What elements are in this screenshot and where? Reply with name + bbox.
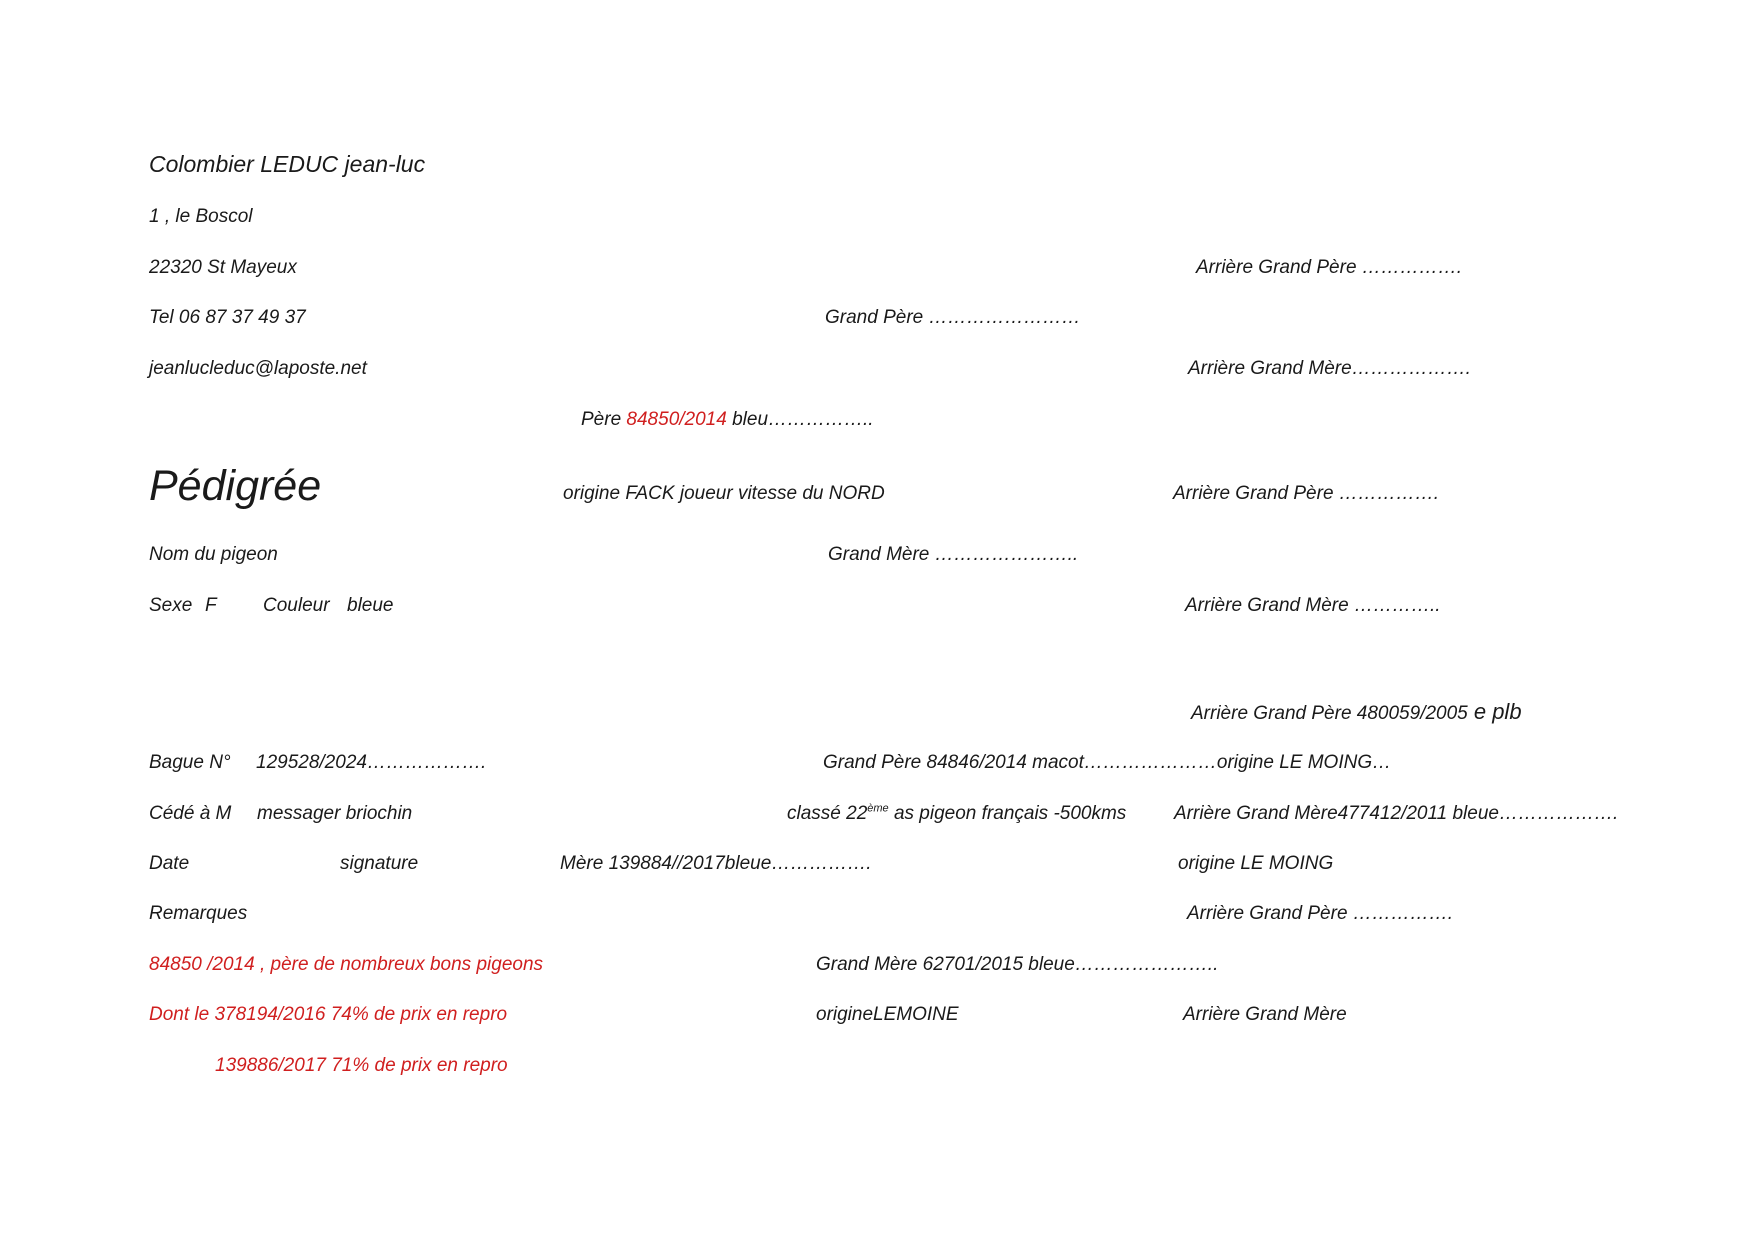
cede-label: Cédé à M xyxy=(149,803,232,824)
arriere-grand-mere-4: Arrière Grand Mère xyxy=(1183,1004,1347,1025)
arriere-grand-mere-1: Arrière Grand Mère………………. xyxy=(1188,358,1471,379)
remark-line-3: 139886/2017 71% de prix en repro xyxy=(215,1055,508,1076)
date-label: Date xyxy=(149,853,190,874)
couleur-value: bleue xyxy=(347,595,394,616)
arriere-grand-pere-4: Arrière Grand Père ……………. xyxy=(1187,903,1454,924)
pere-origine: origine FACK joueur vitesse du NORD xyxy=(563,483,885,504)
arriere-grand-mere-3-origine: origine LE MOING xyxy=(1178,853,1334,874)
classe-sup: ème xyxy=(867,802,889,815)
grand-pere-maternel-classe xyxy=(787,802,1126,826)
arriere-grand-pere-3 xyxy=(1191,700,1522,726)
grand-mere-paternelle: Grand Mère ………………….. xyxy=(828,544,1079,565)
pigeon-name-label: Nom du pigeon xyxy=(149,544,278,565)
agp3-text: Arrière Grand Père 480059/2005 xyxy=(1191,703,1468,724)
remark-line-1: 84850 /2014 , père de nombreux bons pigeons xyxy=(149,954,544,975)
pere-ring: 84850/2014 xyxy=(626,409,727,430)
arriere-grand-mere-2: Arrière Grand Mère ………….. xyxy=(1185,595,1441,616)
pere-suffix: bleu…………….. xyxy=(726,409,874,430)
breeder-name: Colombier LEDUC jean-luc xyxy=(149,151,426,177)
sexe-label: Sexe xyxy=(149,595,193,616)
pere-prefix: Père xyxy=(581,409,627,430)
mere-line: Mère 139884//2017bleue……………. xyxy=(560,853,872,874)
grand-mere-maternelle: Grand Mère 62701/2015 bleue………………….. xyxy=(816,954,1219,975)
bague-value: 129528/2024………………. xyxy=(256,752,487,773)
breeder-address-1: 1 , le Boscol xyxy=(149,206,253,227)
couleur-label: Couleur xyxy=(263,595,330,616)
arriere-grand-mere-3: Arrière Grand Mère477412/2011 bleue………………. xyxy=(1174,803,1619,824)
page-title: Pédigrée xyxy=(149,462,322,510)
sexe-value: F xyxy=(205,595,217,616)
classe-post: as pigeon français -500kms xyxy=(888,803,1127,824)
arriere-grand-pere-2: Arrière Grand Père ……………. xyxy=(1173,483,1440,504)
cede-value: messager briochin xyxy=(257,803,413,824)
remark-line-2: Dont le 378194/2016 74% de prix en repro xyxy=(149,1004,508,1025)
signature-label: signature xyxy=(340,853,419,874)
breeder-email: jeanlucleduc@laposte.net xyxy=(149,358,367,379)
agp3-suffix: e plb xyxy=(1467,699,1522,724)
grand-pere-paternel: Grand Père …………………… xyxy=(825,307,1081,328)
arriere-grand-pere-1: Arrière Grand Père ……………. xyxy=(1196,257,1463,278)
classe-pre: classé 22 xyxy=(787,803,868,824)
pere-line xyxy=(581,408,874,432)
grand-pere-maternel: Grand Père 84846/2014 macot…………………origine LE MOING… xyxy=(823,752,1392,773)
breeder-tel: Tel 06 87 37 49 37 xyxy=(149,307,306,328)
bague-label: Bague N° xyxy=(149,752,231,773)
grand-mere-maternelle-origine: origineLEMOINE xyxy=(816,1004,959,1025)
remarques-label: Remarques xyxy=(149,903,248,924)
breeder-address-2: 22320 St Mayeux xyxy=(149,257,297,278)
